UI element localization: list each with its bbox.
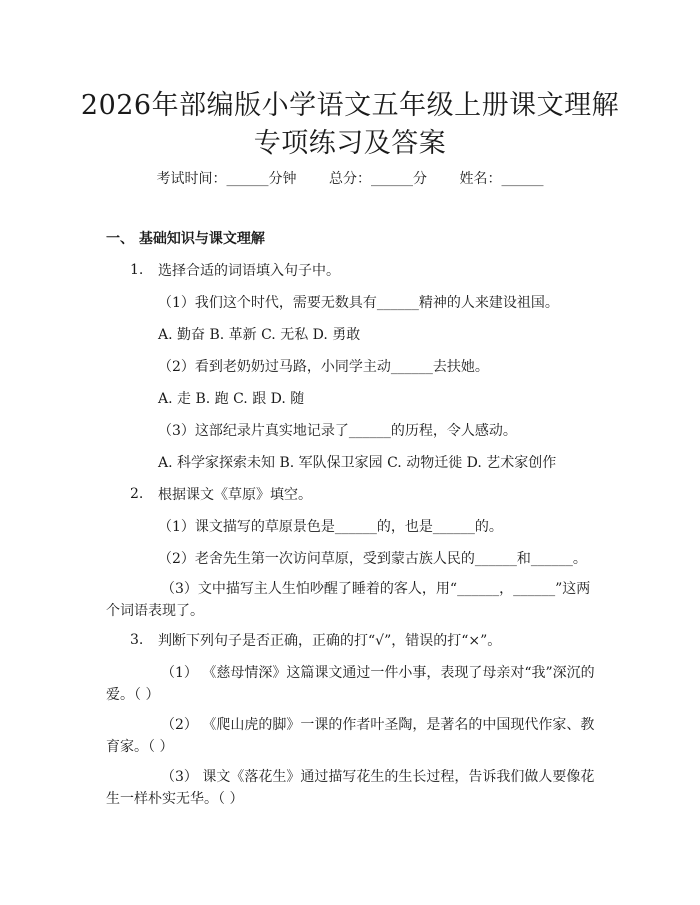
judgement-item: （3） 课文《落花生》通过描写花生的生长过程，告诉我们做人要像花生一样朴实无华。（ ）: [106, 769, 595, 807]
sub-question: （2）看到老奶奶过马路，小同学主动______去扶她。: [158, 359, 489, 375]
sub-question: （1）我们这个时代，需要无数具有______精神的人来建设祖国。: [158, 295, 559, 311]
document-title-line-1: 2026年部编版小学语文五年级上册课文理解: [80, 90, 620, 121]
judgement-item: （2） 《爬山虎的脚》一课的作者叶圣陶，是著名的中国现代作家、教育家。（ ）: [106, 717, 595, 755]
judgement-item: （1） 《慈母情深》这篇课文通过一件小事，表现了母亲对“我”深沉的爱。（ ）: [106, 665, 595, 703]
sub-question: （3）这部纪录片真实地记录了______的历程，令人感动。: [158, 423, 517, 439]
question-stem: 判断下列句子是否正确，正确的打“√”，错误的打“×”。: [158, 633, 502, 649]
answer-options: A. 勤奋 B. 革新 C. 无私 D. 勇敢: [158, 327, 361, 343]
sub-question: （2）老舍先生第一次访问草原，受到蒙古族人民的______和______。: [158, 551, 587, 567]
sub-question: （3）文中描写主人生怕吵醒了睡着的客人，用“______，______”这两个词语表现了。: [106, 581, 591, 619]
answer-options: A. 走 B. 跑 C. 跟 D. 随: [158, 391, 305, 407]
document-title-line-2: 专项练习及答案: [253, 128, 447, 159]
student-name-label: 姓名：______: [459, 171, 544, 187]
exam-time-label: 考试时间：______分钟: [156, 171, 297, 187]
answer-options: A. 科学家探索未知 B. 军队保卫家园 C. 动物迁徙 D. 艺术家创作: [158, 455, 557, 471]
question-number: 1.: [130, 262, 144, 278]
sub-question: （1）课文描写的草原景色是______的，也是______的。: [158, 519, 503, 535]
section-heading: 一、 基础知识与课文理解: [106, 231, 265, 247]
exam-meta-info: [0, 168, 700, 188]
total-score-label: 总分：______分: [329, 171, 427, 187]
question-stem: 根据课文《草原》填空。: [158, 487, 312, 503]
question-stem: 选择合适的词语填入句子中。: [158, 263, 340, 279]
question-number: 2.: [130, 486, 144, 502]
question-number: 3.: [130, 632, 144, 648]
